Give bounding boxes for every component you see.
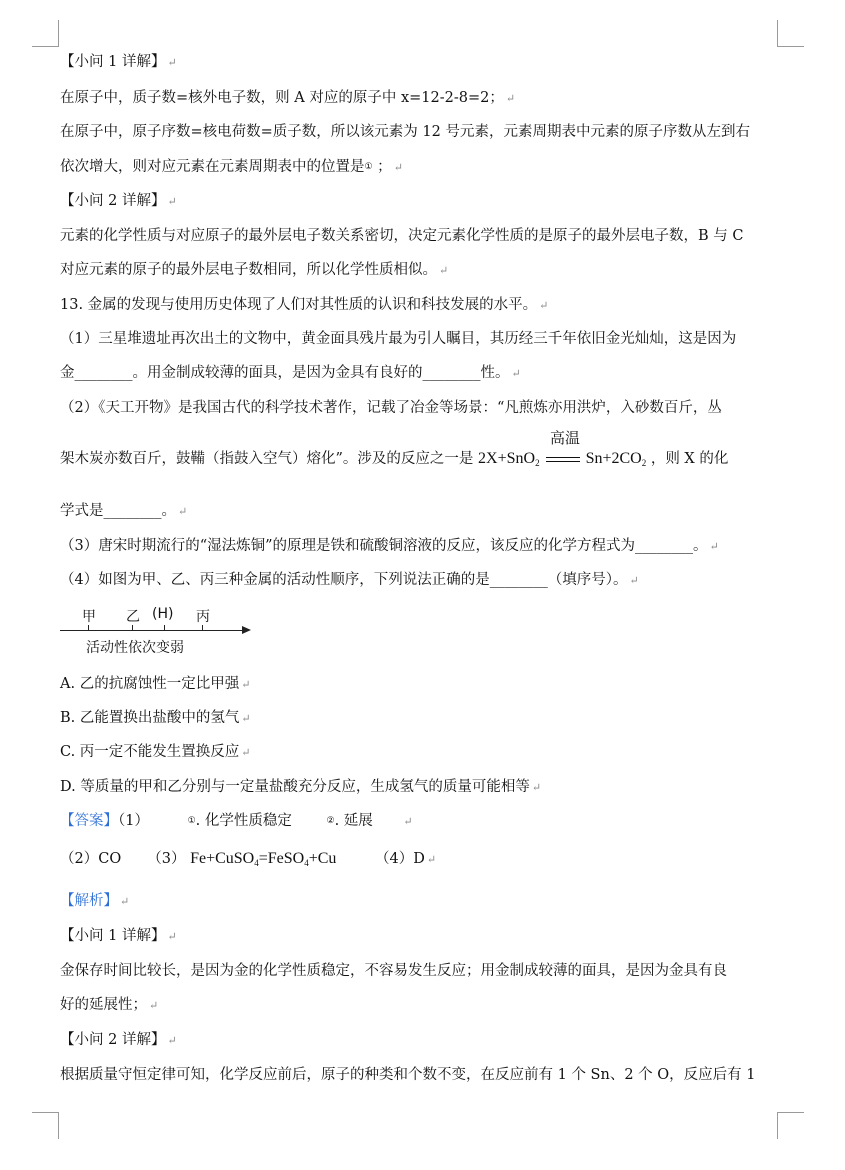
text-line: 依次增大，则对应元素在元素周期表中的位置是① ； ↵ <box>60 159 403 175</box>
text-line: 好的延展性； ↵ <box>60 997 159 1013</box>
tick <box>164 625 165 630</box>
reaction-equation: 2X+SnO$_2$ 高温 $Sn+2CO_2$ <box>478 429 647 468</box>
copper-equation: Fe+CuSO$_4$=FeSO$_4$+Cu <box>190 850 337 868</box>
tick <box>202 625 203 630</box>
crop-mark-top-right <box>777 20 804 47</box>
answer-line-2: （2）CO （3） Fe+CuSO$_4$=FeSO$_4$+Cu （4）D ↵ <box>60 849 436 873</box>
tick <box>88 625 89 630</box>
analysis-label: 【解析】 ↵ <box>60 893 130 909</box>
text-line: 金________。用金制成较薄的面具，是因为金具有良好的________性。 ↵ <box>60 365 521 381</box>
label-h: (H) <box>152 606 174 622</box>
text-line: 对应元素的原子的最外层电子数相同，所以化学性质相似。 ↵ <box>60 262 449 278</box>
option-b: B. 乙能置换出盐酸中的氢气 ↵ <box>60 710 251 726</box>
heading-q2-detail-2: 【小问 2 详解】 ↵ <box>60 1032 177 1048</box>
question-13-part-3: （3）唐宋时期流行的“湿法炼铜”的原理是铁和硫酸铜溶液的反应，该反应的化学方程式为________。 ↵ <box>60 538 719 554</box>
option-c: C. 丙一定不能发生置换反应 ↵ <box>60 744 251 760</box>
question-13-part-2: （2）《天工开物》是我国古代的科学技术著作，记载了冶金等场景：“凡煎炼亦用洪炉，入砂数百斤，丛 <box>60 400 722 416</box>
heading-q1-detail: 【小问 1 详解】 ↵ <box>60 54 177 70</box>
heading-q2-detail: 【小问 2 详解】 ↵ <box>60 193 177 209</box>
axis-caption: 活动性依次变弱 <box>86 640 184 656</box>
answer-label: 【答案】 <box>60 813 118 829</box>
crop-mark-bottom-right <box>777 1112 804 1139</box>
text-line: 元素的化学性质与对应原子的最外层电子数关系密切，决定元素化学性质的是原子的最外层电子数，B 与 C <box>60 228 744 244</box>
option-a: A. 乙的抗腐蚀性一定比甲强 ↵ <box>60 676 251 692</box>
option-d: D. 等质量的甲和乙分别与一定量盐酸充分反应，生成氢气的质量可能相等 ↵ <box>60 779 542 795</box>
heading-q1-detail-2: 【小问 1 详解】 ↵ <box>60 928 177 944</box>
text-line-with-equation: 架木炭亦数百斤，鼓鞴（指鼓入空气）熔化”。涉及的反应之一是 2X+SnO$_2$ 高温 $Sn+2CO_2$ ，则 X 的化 <box>60 449 728 473</box>
crop-mark-bottom-left <box>32 1112 59 1139</box>
text-line: 在原子中，原子序数=核电荷数=质子数，所以该元素为 12 号元素，元素周期表中元素的原子序数从左到右 <box>60 124 750 140</box>
crop-mark-top-left <box>32 20 59 47</box>
question-13-part-1: （1）三星堆遗址再次出土的文物中，黄金面具残片最为引人瞩目，其历经三千年依旧金光灿灿，这是因为 <box>60 331 737 347</box>
label-jia: 甲 <box>82 609 96 625</box>
tick <box>132 625 133 630</box>
label-bing: 丙 <box>196 609 210 625</box>
answer-line: 【答案】（1） ①. 化学性质稳定 ②. 延展 ↵ <box>60 813 413 829</box>
activity-order-figure <box>60 606 260 658</box>
activity-axis <box>60 630 244 631</box>
question-13: 13. 金属的发现与使用历史体现了人们对其性质的认识和科技发展的水平。 ↵ <box>60 297 549 313</box>
text-line: 根据质量守恒定律可知，化学反应前后，原子的种类和个数不变，在反应前有 1 个 Sn、2 个 O，反应后有 1 <box>60 1067 756 1083</box>
text-line: 金保存时间比较长，是因为金的化学性质稳定，不容易发生反应；用金制成较薄的面具，是因为金具有良 <box>60 963 727 979</box>
text-line: 学式是________。 ↵ <box>60 503 188 519</box>
axis-arrowhead <box>242 626 251 634</box>
text-line: 在原子中，质子数=核外电子数，则 A 对应的原子中 x=12-2-8=2； ↵ <box>60 90 516 106</box>
question-13-part-4: （4）如图为甲、乙、丙三种金属的活动性顺序，下列说法正确的是________（填序号）。 ↵ <box>60 572 639 588</box>
label-yi: 乙 <box>126 609 140 625</box>
